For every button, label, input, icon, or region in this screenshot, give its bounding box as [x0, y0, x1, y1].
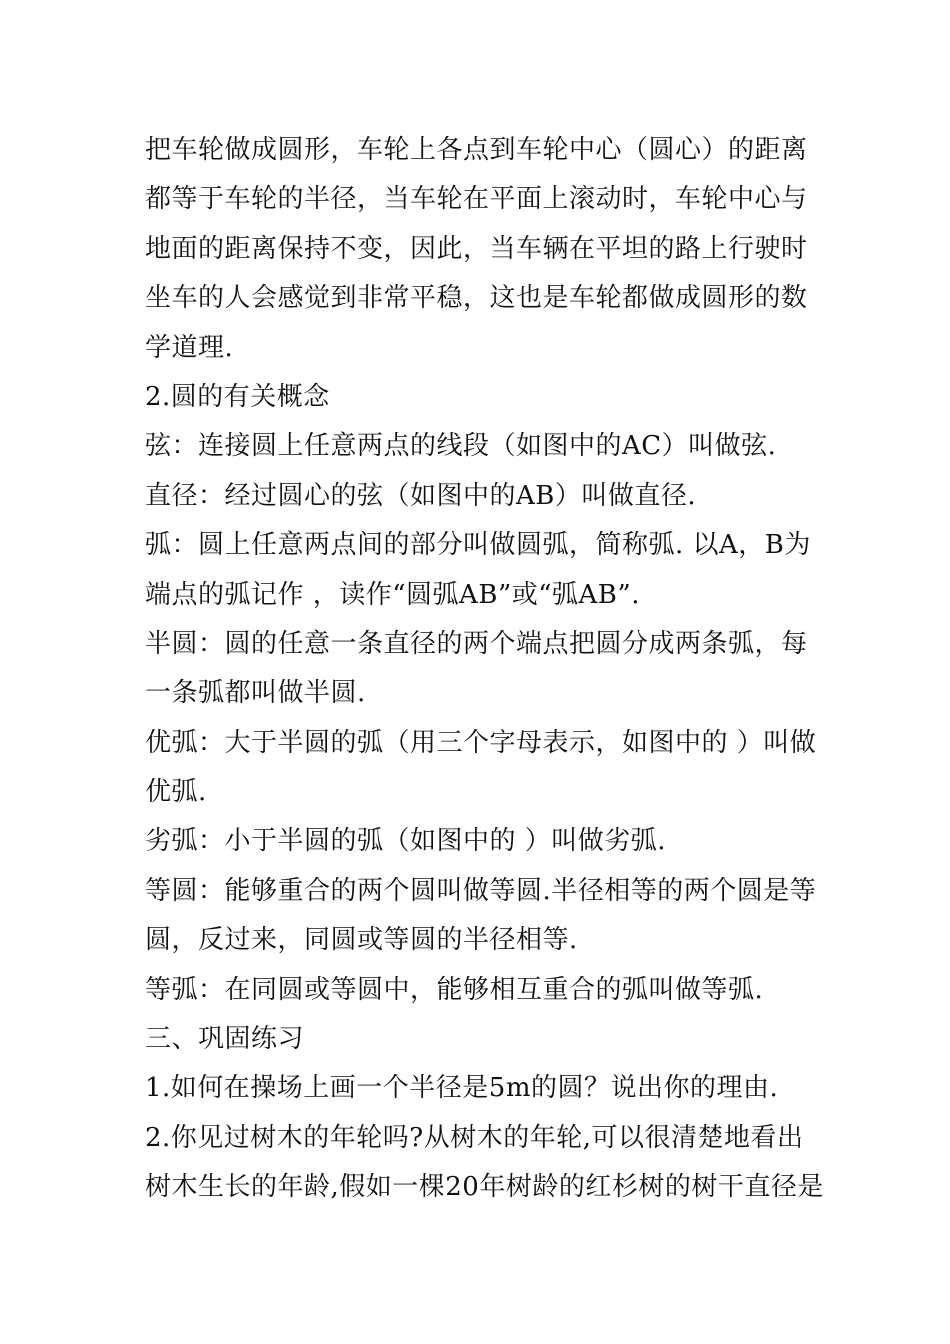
paragraph-line: 坐车的人会感觉到非常平稳，这也是车轮都做成圆形的数 — [145, 283, 808, 314]
paragraph-line: 学道理. — [145, 332, 234, 363]
paragraph-line: 都等于车轮的半径，当车轮在平面上滚动时，车轮中心与 — [145, 184, 808, 215]
definition-arc: 弧：圆上任意两点间的部分叫做圆弧，简称弧. 以A，B为 — [145, 530, 811, 561]
definition-major-arc-cont: 优弧. — [145, 777, 207, 808]
definition-minor-arc: 劣弧：小于半圆的弧（如图中的 ）叫做劣弧. — [145, 826, 667, 857]
section-heading: 三、巩固练习 — [145, 1024, 305, 1055]
definition-chord: 弦：连接圆上任意两点的线段（如图中的AC）叫做弦. — [145, 431, 777, 462]
definition-diameter: 直径：经过圆心的弦（如图中的AB）叫做直径. — [145, 480, 697, 511]
definition-equal-circles: 等圆：能够重合的两个圆叫做等圆.半径相等的两个圆是等 — [145, 875, 817, 906]
section-heading: 2.圆的有关概念 — [145, 381, 330, 412]
exercise-item: 1.如何在操场上画一个半径是5m的圆？说出你的理由. — [145, 1073, 779, 1104]
definition-equal-arcs: 等弧：在同圆或等圆中，能够相互重合的弧叫做等弧. — [145, 974, 764, 1005]
exercise-item: 2.你见过树木的年轮吗?从树木的年轮,可以很清楚地看出 — [145, 1122, 804, 1153]
document-body — [145, 126, 824, 1213]
paragraph-line: 地面的距离保持不变，因此，当车辆在平坦的路上行驶时 — [145, 233, 808, 264]
definition-arc-cont: 端点的弧记作 ，读作“圆弧AB”或“弧AB”. — [145, 579, 640, 610]
exercise-item-cont: 树木生长的年龄,假如一棵20年树龄的红杉树的树干直径是 — [145, 1172, 824, 1203]
paragraph-line: 把车轮做成圆形，车轮上各点到车轮中心（圆心）的距离 — [145, 135, 808, 165]
definition-equal-circles-cont: 圆，反过来，同圆或等圆的半径相等. — [145, 925, 578, 956]
definition-semicircle: 半圆：圆的任意一条直径的两个端点把圆分成两条弧，每 — [145, 628, 808, 659]
definition-major-arc: 优弧：大于半圆的弧（用三个字母表示，如图中的 ）叫做 — [145, 727, 817, 758]
definition-semicircle-cont: 一条弧都叫做半圆. — [145, 678, 366, 709]
